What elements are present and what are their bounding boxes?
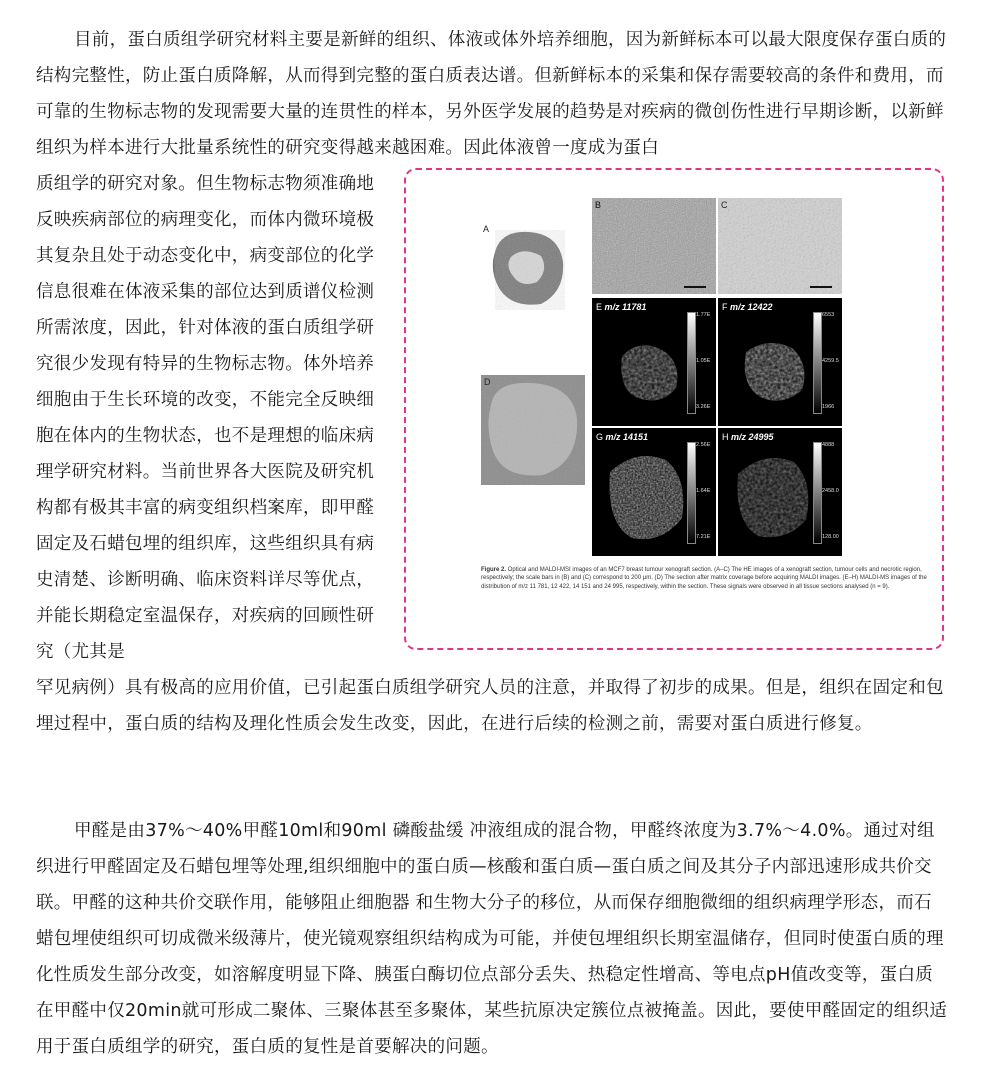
panel-a-label: A (483, 224, 490, 234)
panel-g-maldi-image: G m/z 14151 2.56E 1.64E 7.21E (592, 428, 716, 556)
panel-h-maldi-image: H m/z 24995 4888 2458.0 128.00 (718, 428, 842, 556)
paragraph-2: 甲醛是由37%～40%甲醛10ml和90ml 磷酸盐缓 冲液组成的混合物，甲醛终浓度为3.7%～4.0%。通过对组织进行甲醛固定及石蜡包埋等处理,组织细胞中的蛋白质—核酸和蛋白质—蛋白质之间及其分子内部迅速形成共价交联。甲醛的这种共价交联作用，能够阻止细胞器 和生物大分子的移位，从而保存细胞微细的组织病理学形态，而石蜡包埋使组织可切成微米级薄片，使光镜观察组织结构成为可能，并使包埋组织长期室温储存，但同时使蛋白质的理化性质发生部分改变，如溶解度明显下降、胰蛋白酶切位点部分丢失、热稳定性增高、等电点pH值改变等，蛋白质在甲醛中仅20min就可形成二聚体、三聚体甚至多聚体，某些抗原决定簇位点被掩盖。因此，要使甲醛固定的组织适用于蛋白质组学的研究，蛋白质的复性是首要解决的问题。 (36, 821, 948, 1057)
panel-e-maldi-image: E m/z 11781 1.77E 1.05E 3.26E (592, 298, 716, 426)
colorbar-h (813, 442, 822, 544)
colorbar-e (687, 312, 696, 414)
panel-f-maldi-image: F m/z 12422 6553 4259.5 1966 (718, 298, 842, 426)
figure-caption-text: Optical and MALDI-MSI images of an MCF7 breast tumour xenograft section. (A–C) The HE images of a xenograft section, tumour cells and necrotic region, respectively; the scale bars in (B) and (C) correspond to 200 μm. (D) The section after matrix coverage before acquiring MALDI images. (E–H) MALDI-MS images of the distribution of m/z 11 781, 12 422, 14 151 and 24 995, respectively, within the section. These signals were observed in all tissue sections analysed (n = 9). (481, 567, 927, 590)
colorbar-f (813, 312, 822, 414)
colorbar-g (687, 442, 696, 544)
figure-caption (481, 566, 929, 591)
paragraph-1-left-column: 质组学的研究对象。但生物标志物须准确地反映疾病部位的病理变化，而体内微环境极其复杂且处于动态变化中，病变部位的化学信息很难在体液采集的部位达到质谱仪检测所需浓度，因此，针对体液的蛋白质组学研究很少发现有特异的生物标志物。体外培养细胞由于生长环境的改变，不能完全反映细胞在体内的生物状态，也不是理想的临床病理学研究材料。当前世界各大医院及研究机构都有极其丰富的病变组织档案库，即甲醛固定及石蜡包埋的组织库，这些组织具有病史清楚、诊断明确、临床资料详尽等优点，并能长期稳定室温保存，对疾病的回顾性研究（尤其是 (36, 174, 375, 662)
panel-d-label: D (484, 377, 491, 387)
panel-c-necrotic-region (718, 198, 842, 294)
figure-caption-label: Figure 2. (481, 567, 507, 573)
panel-h-label: H m/z 24995 (722, 432, 774, 442)
panel-f-label: F m/z 12422 (722, 302, 773, 312)
panel-d-matrix-coverage (481, 375, 585, 485)
scale-bar (684, 286, 706, 288)
figure-2 (404, 168, 944, 650)
panel-e-label: E m/z 11781 (596, 302, 647, 312)
panel-c-label: C (721, 200, 728, 210)
panel-g-label: G m/z 14151 (596, 432, 649, 442)
panel-b-tumour-cells (592, 198, 716, 294)
paragraph-1-top: 目前，蛋白质组学研究材料主要是新鲜的组织、体液或体外培养细胞，因为新鲜标本可以最大限度保存蛋白质的结构完整性，防止蛋白质降解，从而得到完整的蛋白质表达谱。但新鲜标本的采集和保存需要较高的条件和费用，而可靠的生物标志物的发现需要大量的连贯性的样本，另外医学发展的趋势是对疾病的微创伤性进行早期诊断，以新鲜组织为样本进行大批量系统性的研究变得越来越困难。因此体液曾一度成为蛋白 (36, 30, 947, 158)
paragraph-1-bottom: 罕见病例）具有极高的应用价值，已引起蛋白质组学研究人员的注意，并取得了初步的成果。但是，组织在固定和包埋过程中，蛋白质的结构及理化性质会发生改变，因此，在进行后续的检测之前，需要对蛋白质进行修复。 (36, 678, 944, 734)
panel-a-he-section (481, 222, 573, 314)
panel-b-label: B (595, 200, 602, 210)
scale-bar (810, 286, 832, 288)
